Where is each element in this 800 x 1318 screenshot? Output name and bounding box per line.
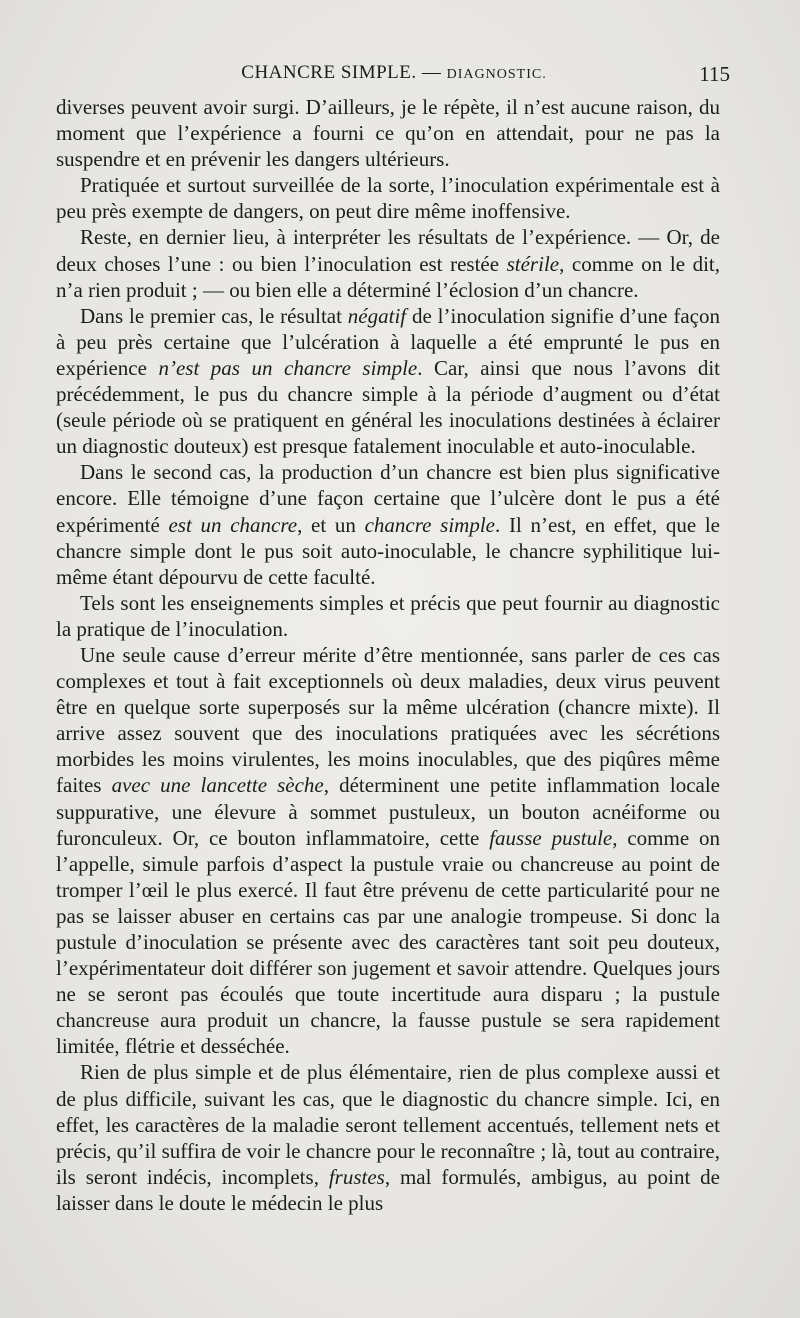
- paragraph: [56, 303, 720, 460]
- page-body: [56, 94, 720, 1216]
- text-run: Dans le premier cas, le résultat: [80, 303, 348, 328]
- italic-phrase: est un chancre: [168, 512, 298, 537]
- text-run: , mal formulés, ambigus, au point de laisser dans le doute le médecin le plus: [56, 1164, 720, 1215]
- page-header: [56, 62, 732, 92]
- italic-phrase: n’est pas un chancre simple: [158, 355, 418, 380]
- paragraph-continued: diverses peuvent avoir surgi. D’ailleurs, je le répète, il n’est aucune raison, du moment que l’expérience a fourni ce qu’on en attendait, pour ne pas la suspendre et en prévenir les dangers ultérieurs.: [56, 95, 720, 172]
- paragraph: Tels sont les enseignements simples et précis que peut fournir au diagnostic la pratique de l’inoculation.: [56, 590, 720, 641]
- text-run: , déterminent une petite inflammation locale suppurative, une élevure à sommet pustuleux, un bouton acnéiforme ou furonculeux. Or, ce bouton inflammatoire, cette: [56, 773, 720, 850]
- paragraph: Pratiquée et surtout surveillée de la sorte, l’inoculation expérimentale est à peu près exempte de dangers, on peut dire même inoffensive.: [56, 173, 720, 224]
- text-run: . Il n’est, en effet, que le chancre simple dont le pus soit auto-inoculable, le chancre syphilitique lui-même étant dépourvu de cette faculté.: [56, 512, 721, 589]
- paragraph: [56, 459, 720, 589]
- italic-term: frustes: [328, 1164, 385, 1189]
- text-run: , comme on le dit, n’a rien produit ; — ou bien elle a déterminé l’éclosion d’un chancre.: [56, 251, 720, 302]
- running-title-main: CHANCRE SIMPLE. —: [241, 62, 447, 83]
- text-run: de l’inoculation signifie d’une façon à peu près certaine que l’ulcération à laquelle a été emprunté le pus en expérience: [56, 303, 720, 380]
- italic-term: stérile: [506, 251, 560, 276]
- italic-term: fausse pustule: [489, 825, 613, 850]
- italic-phrase: avec une lancette sèche: [111, 773, 324, 798]
- text-run: Dans le second cas, la production d’un chancre est bien plus significative encore. Elle témoigne d’une façon certaine que l’ulcère dont le pus a été expérimenté: [56, 460, 720, 537]
- text-run: Rien de plus simple et de plus élémentaire, rien de plus complexe aussi et de plus difficile, suivant les cas, que le diagnostic du chancre simple. Ici, en effet, les caractères de la maladie seront tellement accentués, tellement nets et précis, qu’il suffira de voir le chancre pour le reconnaître ; là, tout au contraire, ils seront indécis, incomplets,: [56, 1060, 720, 1189]
- paragraph: [56, 224, 720, 302]
- italic-term: négatif: [347, 303, 407, 328]
- running-title: [56, 62, 732, 84]
- italic-phrase: chancre simple: [364, 512, 495, 537]
- page-number: 115: [699, 62, 730, 86]
- paragraph: [56, 1059, 720, 1216]
- text-run: , comme on l’appelle, simule parfois d’aspect la pustule vraie ou chancreuse au point de tromper l’œil le plus exercé. Il faut être prévenu de cette particularité pour ne pas se laisser abuser en certains cas par une analogie trompeuse. Si donc la pustule d’inoculation se présente avec des caractères tant soit peu douteux, l’expérimentateur doit différer son jugement et savoir attendre. Quelques jours ne se seront pas écoulés que toute incertitude aura disparu ; la pustule chancreuse aura produit un chancre, la fausse pustule se sera rapidement limitée, flétrie et desséchée.: [56, 825, 720, 1059]
- text-run: . Car, ainsi que nous l’avons dit précédemment, le pus du chancre simple à la période d’augment ou d’état (seule période où se pratiquent en général les inoculations destinées à éclairer un diagnostic douteux) est presque fatalement inoculable et auto-inoculable.: [56, 355, 721, 459]
- paragraph: [56, 642, 720, 1060]
- text-run: Reste, en dernier lieu, à interpréter les résultats de l’expérience. — Or, de deux choses l’une : ou bien l’inoculation est restée: [56, 225, 720, 276]
- text-run: Une seule cause d’erreur mérite d’être mentionnée, sans parler de ces cas complexes et tout à fait exceptionnels où deux maladies, deux virus peuvent être en quelque sorte superposés sur la même ulcération (chancre mixte). Il arrive assez souvent que des inoculations pratiquées avec les sécrétions morbides les moins virulentes, les moins inoculables, que des piqûres même faites: [56, 642, 720, 798]
- running-title-section: DIAGNOSTIC.: [446, 67, 547, 82]
- text-run: , et un: [297, 512, 365, 537]
